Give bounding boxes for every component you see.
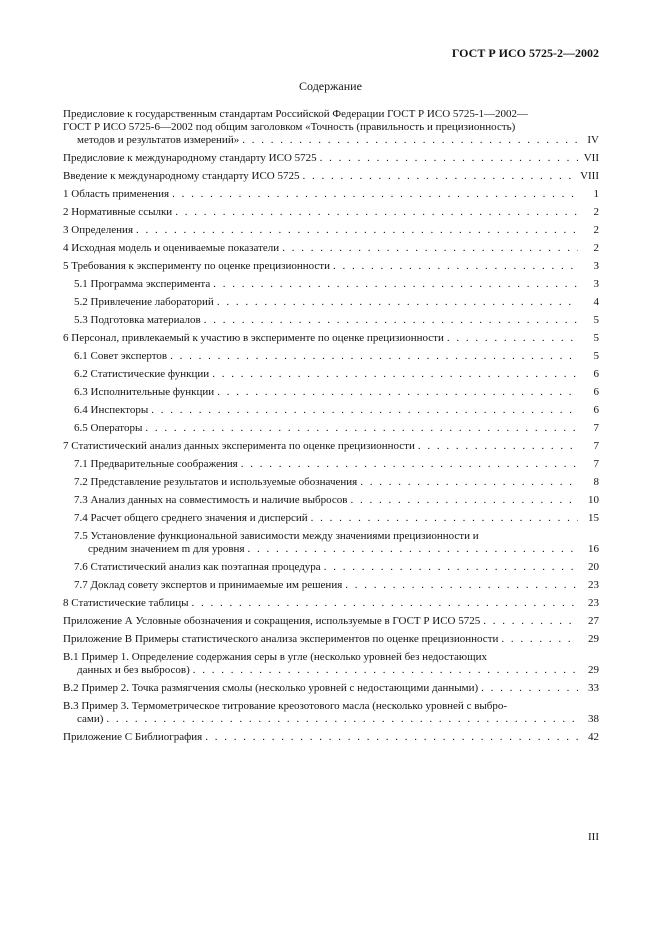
dot-leader: [345, 579, 578, 592]
toc-entry[interactable]: [63, 512, 599, 525]
dot-leader: [212, 368, 578, 381]
toc-entry[interactable]: [63, 224, 599, 237]
toc-page-number: 5: [593, 350, 599, 362]
dot-leader: [151, 404, 578, 417]
toc-entry-title: 7.6 Статистический анализ как поэтапная процедура: [74, 561, 321, 573]
toc-entry[interactable]: [63, 579, 599, 592]
toc-page-number: 2: [593, 242, 599, 254]
toc-entry-title: данных и без выбросов): [77, 664, 190, 676]
toc-page-number: 23: [588, 597, 599, 609]
dot-leader: [302, 170, 577, 183]
toc-page-number: VIII: [580, 170, 599, 182]
dot-leader: [213, 278, 578, 291]
dot-leader: [192, 597, 579, 610]
toc-entry-title: 6.2 Статистические функции: [74, 368, 210, 380]
toc-page-number: 3: [593, 278, 599, 290]
toc-entry-title: 5.1 Программа эксперимента: [74, 278, 211, 290]
toc-entry[interactable]: [63, 278, 599, 291]
dot-leader: [311, 512, 578, 525]
toc-entry[interactable]: [63, 700, 599, 726]
toc-entry-title: 5 Требования к эксперименту по оценке прецизионности: [63, 260, 331, 272]
toc-page-number: 38: [588, 713, 599, 725]
toc-entry-line: ГОСТ Р ИСО 5725-6—2002 под общим заголовком «Точность (правильность и прецизионность): [63, 121, 516, 133]
toc-title: Содержание: [299, 79, 362, 93]
dot-leader: [205, 731, 578, 744]
toc-entry-title: 6 Персонал, привлекаемый к участию в эксперименте по оценке прецизионности: [63, 332, 444, 344]
toc-entry-title: 7 Статистический анализ данных эксперимента по оценке прецизионности: [63, 440, 415, 452]
toc-entry-title: В.2 Пример 2. Точка размягчения смолы (несколько уровней с недостающими данными): [63, 682, 479, 694]
toc-page-number: 5: [593, 314, 599, 326]
dot-leader: [217, 296, 578, 309]
toc-entry-title: 8 Статистические таблицы: [63, 597, 189, 609]
dot-leader: [501, 633, 578, 646]
toc-page-number: 6: [593, 386, 599, 398]
toc-entry-title: 6.5 Операторы: [74, 422, 143, 434]
toc-page-number: 2: [593, 224, 599, 236]
toc-entry[interactable]: [63, 296, 599, 309]
toc-page-number: 27: [588, 615, 599, 627]
dot-leader: [324, 561, 578, 574]
dot-leader: [418, 440, 578, 453]
toc-page-number: 2: [593, 206, 599, 218]
dot-leader: [481, 682, 578, 695]
toc-page-number: 42: [588, 731, 599, 743]
toc-entry[interactable]: [63, 188, 599, 201]
toc-entry-title: 5.3 Подготовка материалов: [74, 314, 201, 326]
toc-page-number: 1: [593, 188, 599, 200]
toc-entry-title: 3 Определения: [63, 224, 134, 236]
document-header: ГОСТ Р ИСО 5725-2—2002: [451, 46, 599, 60]
toc-page-number: 7: [593, 458, 599, 470]
dot-leader: [248, 543, 579, 556]
toc-entry[interactable]: [63, 633, 599, 646]
toc-entry-title: 2 Нормативные ссылки: [63, 206, 173, 218]
toc-entry[interactable]: [63, 242, 599, 255]
toc-entry[interactable]: [63, 440, 599, 453]
toc-entry[interactable]: [63, 682, 599, 695]
toc-entry[interactable]: [63, 422, 599, 435]
dot-leader: [333, 260, 578, 273]
toc-entry-title: 6.4 Инспекторы: [74, 404, 149, 416]
page-number: III: [588, 831, 599, 843]
toc-page-number: 10: [588, 494, 599, 506]
toc-page-number: 4: [593, 296, 599, 308]
toc-entry[interactable]: [63, 731, 599, 744]
toc-entry[interactable]: [63, 260, 599, 273]
toc-page-number: 33: [588, 682, 599, 694]
toc-page-number: 8: [593, 476, 599, 488]
toc-entry-title: 6.3 Исполнительные функции: [74, 386, 215, 398]
toc-page-number: 23: [588, 579, 599, 591]
dot-leader: [242, 134, 578, 147]
toc-entry-title: 4 Исходная модель и оцениваемые показатели: [63, 242, 280, 254]
toc-entry[interactable]: [63, 561, 599, 574]
toc-entry[interactable]: [63, 494, 599, 507]
dot-leader: [193, 664, 578, 677]
toc-entry-title: 7.4 Расчет общего среднего значения и дисперсий: [74, 512, 308, 524]
toc-entry[interactable]: [63, 597, 599, 610]
toc-entry-title: 6.1 Совет экспертов: [74, 350, 168, 362]
toc-entry[interactable]: [63, 458, 599, 471]
toc-entry[interactable]: [63, 108, 599, 147]
toc-page-number: 15: [588, 512, 599, 524]
toc-page-number: 20: [588, 561, 599, 573]
toc-page-number: 29: [588, 664, 599, 676]
dot-leader: [145, 422, 578, 435]
toc-entry[interactable]: [63, 170, 599, 183]
toc-entry-title: Приложение В Примеры статистического анализа экспериментов по оценке прецизионности: [63, 633, 499, 645]
toc-entry[interactable]: [63, 476, 599, 489]
toc-entry-title: Введение к международному стандарту ИСО 5725: [63, 170, 300, 182]
toc-page-number: 3: [593, 260, 599, 272]
toc-entry-title: 1 Область применения: [63, 188, 170, 200]
dot-leader: [350, 494, 578, 507]
toc-page-number: 6: [593, 368, 599, 380]
toc-entry[interactable]: [63, 314, 599, 327]
toc-entry-title: 7.1 Предварительные соображения: [74, 458, 238, 470]
toc-entry-title: сами): [77, 713, 104, 725]
dot-leader: [320, 152, 578, 165]
toc-page-number: IV: [587, 134, 599, 146]
table-of-contents: [63, 108, 599, 749]
toc-page-number: 7: [593, 440, 599, 452]
dot-leader: [106, 713, 578, 726]
dot-leader: [217, 386, 578, 399]
toc-entry[interactable]: [63, 530, 599, 556]
toc-entry-title: Приложение С Библиография: [63, 731, 203, 743]
dot-leader: [282, 242, 578, 255]
toc-entry-title: 5.2 Привлечение лабораторий: [74, 296, 214, 308]
toc-page-number: 5: [593, 332, 599, 344]
dot-leader: [175, 206, 578, 219]
toc-entry-title: Приложение А Условные обозначения и сокращения, используемые в ГОСТ Р ИСО 5725: [63, 615, 481, 627]
toc-entry-title: 7.2 Представление результатов и используемые обозначения: [74, 476, 358, 488]
toc-entry-line: В.1 Пример 1. Определение содержания серы в угле (несколько уровней без недостающих: [63, 651, 487, 663]
toc-entry-title: Предисловие к международному стандарту ИСО 5725: [63, 152, 317, 164]
toc-entry[interactable]: [63, 206, 599, 219]
toc-entry[interactable]: [63, 350, 599, 363]
dot-leader: [241, 458, 578, 471]
toc-entry[interactable]: [63, 651, 599, 677]
dot-leader: [170, 350, 578, 363]
toc-page-number: 7: [593, 422, 599, 434]
dot-leader: [483, 615, 578, 628]
toc-entry-line: В.3 Пример 3. Термометрическое титрование креозотового масла (несколько уровней с выбро-: [63, 700, 508, 712]
toc-entry-title: средним значением m для уровня: [88, 543, 245, 555]
toc-entry[interactable]: [63, 386, 599, 399]
toc-entry-line: Предисловие к государственным стандартам Российской Федерации ГОСТ Р ИСО 5725-1—2002—: [63, 108, 529, 120]
toc-entry[interactable]: [63, 332, 599, 345]
toc-entry[interactable]: [63, 404, 599, 417]
toc-entry[interactable]: [63, 368, 599, 381]
toc-page-number: 16: [588, 543, 599, 555]
toc-page-number: 6: [593, 404, 599, 416]
toc-entry-title: методов и результатов измерений»: [77, 134, 240, 146]
toc-entry[interactable]: [63, 152, 599, 165]
toc-entry-title: 7.7 Доклад совету экспертов и принимаемые им решения: [74, 579, 343, 591]
dot-leader: [447, 332, 578, 345]
toc-page-number: VII: [583, 152, 599, 164]
dot-leader: [204, 314, 578, 327]
toc-entry[interactable]: [63, 615, 599, 628]
toc-page-number: 29: [588, 633, 599, 645]
toc-entry-title: 7.3 Анализ данных на совместимость и наличие выбросов: [74, 494, 348, 506]
dot-leader: [136, 224, 578, 237]
toc-entry-line: 7.5 Установление функциональной зависимости между значениями прецизионности и: [74, 530, 479, 542]
dot-leader: [172, 188, 578, 201]
dot-leader: [360, 476, 578, 489]
